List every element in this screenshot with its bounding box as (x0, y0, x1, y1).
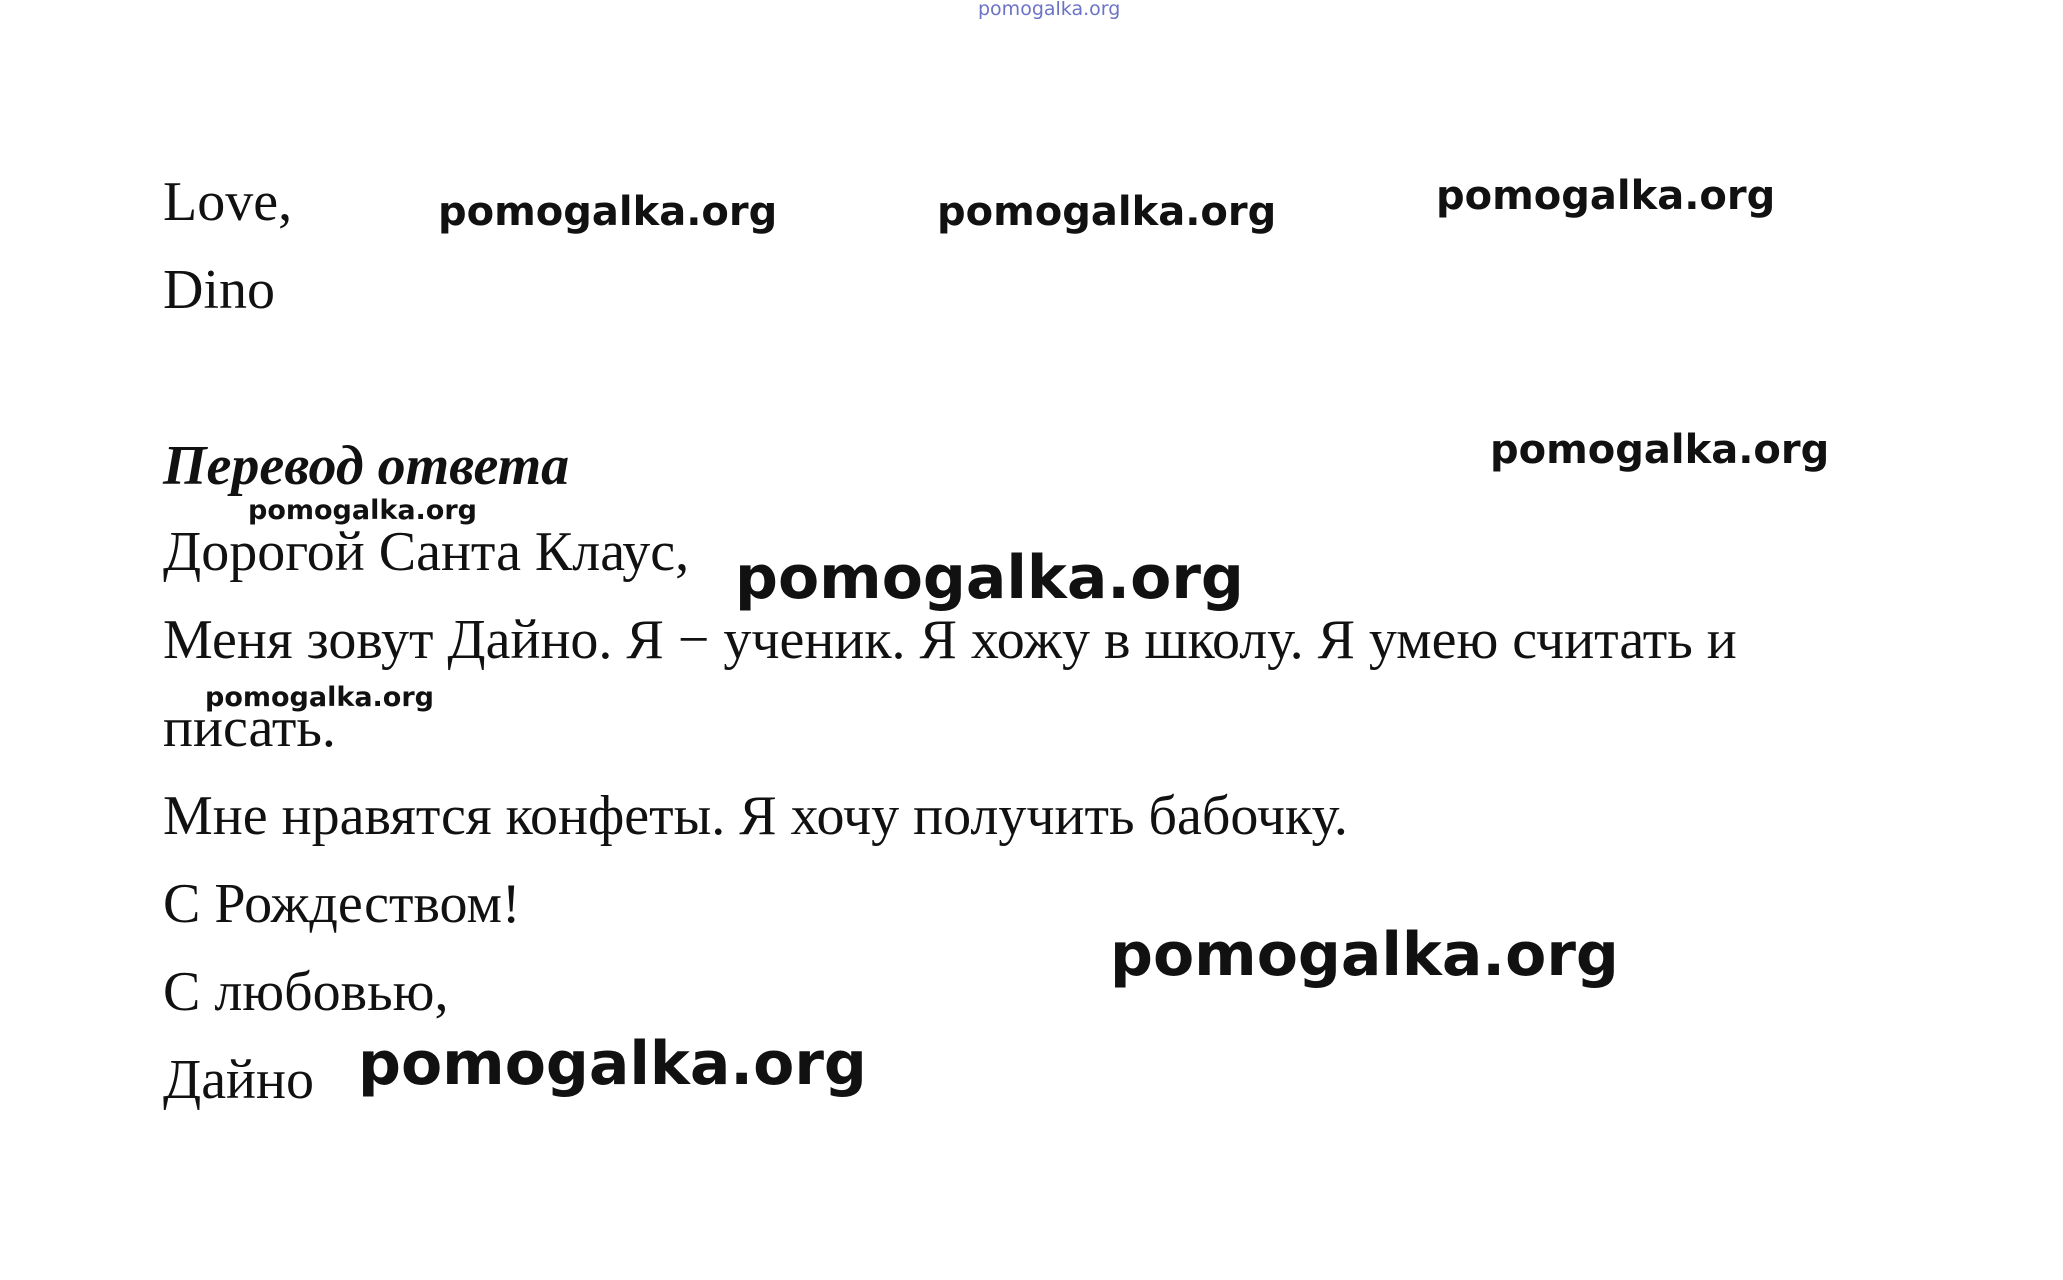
translation-line-1: Меня зовут Дайно. Я − ученик. Я хожу в школу. Я умею считать и (163, 609, 1737, 671)
translation-line-3: Мне нравятся конфеты. Я хочу получить бабочку. (163, 785, 1348, 847)
watermark: pomogalka.org (1110, 920, 1619, 990)
watermark: pomogalka.org (1490, 427, 1830, 473)
letter-signature: Dino (163, 259, 275, 321)
translation-closing: С любовью, (163, 961, 449, 1023)
watermark: pomogalka.org (358, 1029, 867, 1099)
translation-line-2: писать. (163, 697, 336, 759)
watermark-top: pomogalka.org (978, 0, 1121, 20)
translation-heading: Перевод ответа (163, 435, 570, 497)
watermark: pomogalka.org (937, 189, 1277, 235)
watermark: pomogalka.org (248, 495, 477, 526)
translation-line-4: С Рождеством! (163, 873, 521, 935)
translation-greeting: Дорогой Санта Клаус, (163, 521, 690, 583)
watermark: pomogalka.org (1436, 173, 1776, 219)
translation-signature: Дайно (163, 1049, 314, 1111)
watermark: pomogalka.org (438, 189, 778, 235)
watermark: pomogalka.org (735, 543, 1244, 613)
letter-closing: Love, (163, 171, 293, 233)
watermark: pomogalka.org (205, 682, 434, 713)
